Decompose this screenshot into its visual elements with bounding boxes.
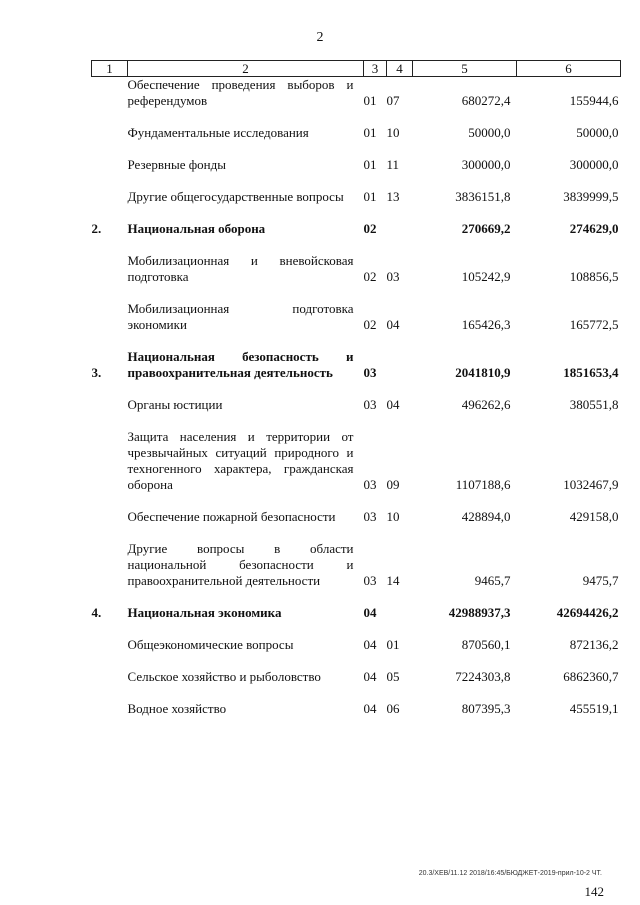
page-number: 2 (316, 30, 324, 45)
row-spacer (92, 413, 621, 429)
subsection-code-cell: 07 (386, 93, 400, 108)
amount-2020-cell: 300000,0 (569, 157, 619, 172)
section-number-cell (92, 701, 128, 717)
budget-table (91, 60, 621, 717)
description-cell: Резервные фонды (127, 157, 226, 172)
row-spacer (92, 381, 621, 397)
row-spacer-cell (92, 205, 621, 221)
row-spacer-cell (92, 173, 621, 189)
subsection-code-cell: 04 (386, 397, 400, 412)
section-code-cell: 03 (363, 477, 377, 492)
amount-2020-cell: 872136,2 (569, 637, 619, 652)
description-cell: Органы юстиции (127, 397, 223, 412)
amount-2019-cell: 7224303,8 (455, 669, 511, 684)
table-row (92, 125, 621, 141)
amount-2020-cell: 429158,0 (569, 509, 619, 524)
row-spacer (92, 493, 621, 509)
section-code-cell: 03 (363, 365, 377, 380)
column-number-row (92, 61, 621, 77)
table-row (92, 189, 621, 205)
amount-2019-cell: 1107188,6 (455, 477, 511, 492)
row-spacer-cell (92, 237, 621, 253)
amount-2019-cell: 300000,0 (461, 157, 511, 172)
row-spacer (92, 205, 621, 221)
row-spacer-cell (92, 381, 621, 397)
section-code-cell: 01 (363, 93, 377, 108)
amount-2019-cell: 2041810,9 (455, 365, 511, 380)
description-cell: Фундаментальные исследования (127, 125, 309, 140)
subsection-code-cell: 10 (386, 509, 400, 524)
row-spacer (92, 109, 621, 125)
amount-2019-cell: 3836151,8 (455, 189, 511, 204)
row-spacer (92, 621, 621, 637)
row-spacer (92, 589, 621, 605)
row-spacer (92, 237, 621, 253)
subsection-code-cell: 01 (386, 637, 400, 652)
amount-2020-cell: 155944,6 (569, 93, 619, 108)
row-spacer (92, 525, 621, 541)
description-cell: Водное хозяйство (127, 701, 227, 716)
section-code-cell: 01 (363, 125, 377, 140)
section-number-cell (92, 253, 128, 285)
section-code-cell: 04 (363, 637, 377, 652)
section-total-row (92, 349, 621, 381)
section-code-cell: 01 (363, 157, 377, 172)
description-cell: Мобилизационная и вневойсковая подготовка (127, 253, 354, 284)
amount-2019-cell: 428894,0 (461, 509, 511, 524)
table-body (92, 77, 621, 718)
column-number-cell: 3 (364, 61, 387, 77)
description-cell: Национальная оборона (127, 221, 266, 236)
amount-2019-cell: 50000,0 (468, 125, 511, 140)
subsection-code-cell: 05 (386, 669, 400, 684)
amount-2020-cell: 1851653,4 (563, 365, 619, 380)
subsection-code-cell: 14 (386, 573, 400, 588)
amount-2020-cell: 455519,1 (569, 701, 619, 716)
row-spacer-cell (92, 589, 621, 605)
table-row (92, 301, 621, 333)
table-row (92, 669, 621, 685)
subsection-code-cell: 03 (386, 269, 400, 284)
amount-2019-cell: 870560,1 (461, 637, 511, 652)
description-cell: Другие вопросы в области национальной безопасности и правоохранительной деятельности (127, 541, 354, 588)
column-number-cell: 6 (517, 61, 621, 77)
table-row (92, 77, 621, 110)
subsection-code-cell: 13 (386, 189, 400, 204)
column-number-cell: 1 (92, 61, 128, 77)
subsection-code-cell: 11 (386, 157, 400, 172)
row-spacer-cell (92, 109, 621, 125)
column-number-cell: 2 (128, 61, 364, 77)
section-number-cell: 4. (91, 605, 102, 620)
description-cell: Мобилизационная подготовка экономики (127, 301, 354, 332)
row-spacer-cell (92, 493, 621, 509)
section-total-row (92, 221, 621, 237)
subsection-code-cell (387, 605, 413, 621)
amount-2019-cell: 105242,9 (461, 269, 511, 284)
subsection-code-cell (387, 221, 413, 237)
section-number-cell: 2. (91, 221, 102, 236)
section-number-cell (92, 541, 128, 589)
section-number-cell (92, 397, 128, 413)
section-number-cell (92, 125, 128, 141)
description-cell: Сельское хозяйство и рыболовство (127, 669, 321, 684)
sheet-number: 142 (584, 884, 604, 899)
amount-2020-cell: 3839999,5 (563, 189, 619, 204)
column-number-cell: 5 (413, 61, 517, 77)
table-row (92, 397, 621, 413)
amount-2020-cell: 1032467,9 (563, 477, 619, 492)
section-number-cell (92, 669, 128, 685)
amount-2020-cell: 274629,0 (569, 221, 619, 236)
table-row (92, 429, 621, 493)
description-cell: Обеспечение проведения выборов и референдумов (127, 77, 354, 108)
row-spacer (92, 333, 621, 349)
subsection-code-cell: 10 (386, 125, 400, 140)
section-total-row (92, 605, 621, 621)
row-spacer-cell (92, 685, 621, 701)
row-spacer-cell (92, 413, 621, 429)
column-number-cell: 4 (387, 61, 413, 77)
section-code-cell: 02 (363, 221, 377, 236)
amount-2020-cell: 165772,5 (569, 317, 619, 332)
subsection-code-cell: 04 (386, 317, 400, 332)
amount-2019-cell: 42988937,3 (448, 605, 511, 620)
row-spacer (92, 653, 621, 669)
description-cell: Обеспечение пожарной безопасности (127, 509, 336, 524)
table-row (92, 701, 621, 717)
section-code-cell: 03 (363, 509, 377, 524)
amount-2020-cell: 9475,7 (582, 573, 619, 588)
section-code-cell: 03 (363, 397, 377, 412)
subsection-code-cell (387, 349, 413, 381)
row-spacer (92, 141, 621, 157)
amount-2020-cell: 6862360,7 (563, 669, 619, 684)
row-spacer-cell (92, 333, 621, 349)
amount-2020-cell: 108856,5 (569, 269, 619, 284)
amount-2019-cell: 496262,6 (461, 397, 511, 412)
amount-2019-cell: 165426,3 (461, 317, 511, 332)
table-row (92, 157, 621, 173)
section-code-cell: 03 (363, 573, 377, 588)
section-code-cell: 04 (363, 605, 377, 620)
section-code-cell: 04 (363, 701, 377, 716)
amount-2020-cell: 42694426,2 (556, 605, 619, 620)
section-number-cell (92, 509, 128, 525)
table-header (92, 61, 621, 77)
section-number-cell (92, 77, 128, 110)
section-code-cell: 01 (363, 189, 377, 204)
row-spacer-cell (92, 525, 621, 541)
amount-2020-cell: 380551,8 (569, 397, 619, 412)
table-row (92, 541, 621, 589)
amount-2020-cell: 50000,0 (576, 125, 619, 140)
section-number-cell (92, 301, 128, 333)
description-cell: Защита населения и территории от чрезвычайных ситуаций природного и техногенного характера, гражданская оборона (127, 429, 354, 492)
section-number-cell: 3. (91, 365, 102, 380)
description-cell: Общеэкономические вопросы (127, 637, 294, 652)
row-spacer (92, 685, 621, 701)
table-row (92, 253, 621, 285)
section-number-cell (92, 189, 128, 205)
section-number-cell (92, 157, 128, 173)
subsection-code-cell: 06 (386, 701, 400, 716)
section-number-cell (92, 637, 128, 653)
description-cell: Национальная безопасность и правоохранительная деятельность (127, 349, 354, 380)
amount-2019-cell: 680272,4 (461, 93, 511, 108)
row-spacer-cell (92, 621, 621, 637)
row-spacer-cell (92, 285, 621, 301)
section-code-cell: 02 (363, 269, 377, 284)
row-spacer (92, 173, 621, 189)
section-number-cell (92, 429, 128, 493)
row-spacer-cell (92, 141, 621, 157)
amount-2019-cell: 270669,2 (461, 221, 511, 236)
footer-document-code: 20.3/XEB/11.12 2018/16:45/БЮДЖЕТ-2019-прил-10-2 ЧТ. (418, 870, 602, 877)
section-code-cell: 02 (363, 317, 377, 332)
table-row (92, 509, 621, 525)
amount-2019-cell: 807395,3 (461, 701, 511, 716)
description-cell: Национальная экономика (127, 605, 282, 620)
row-spacer (92, 285, 621, 301)
section-code-cell: 04 (363, 669, 377, 684)
subsection-code-cell: 09 (386, 477, 400, 492)
amount-2019-cell: 9465,7 (474, 573, 511, 588)
row-spacer-cell (92, 653, 621, 669)
description-cell: Другие общегосударственные вопросы (127, 189, 344, 204)
table-row (92, 637, 621, 653)
